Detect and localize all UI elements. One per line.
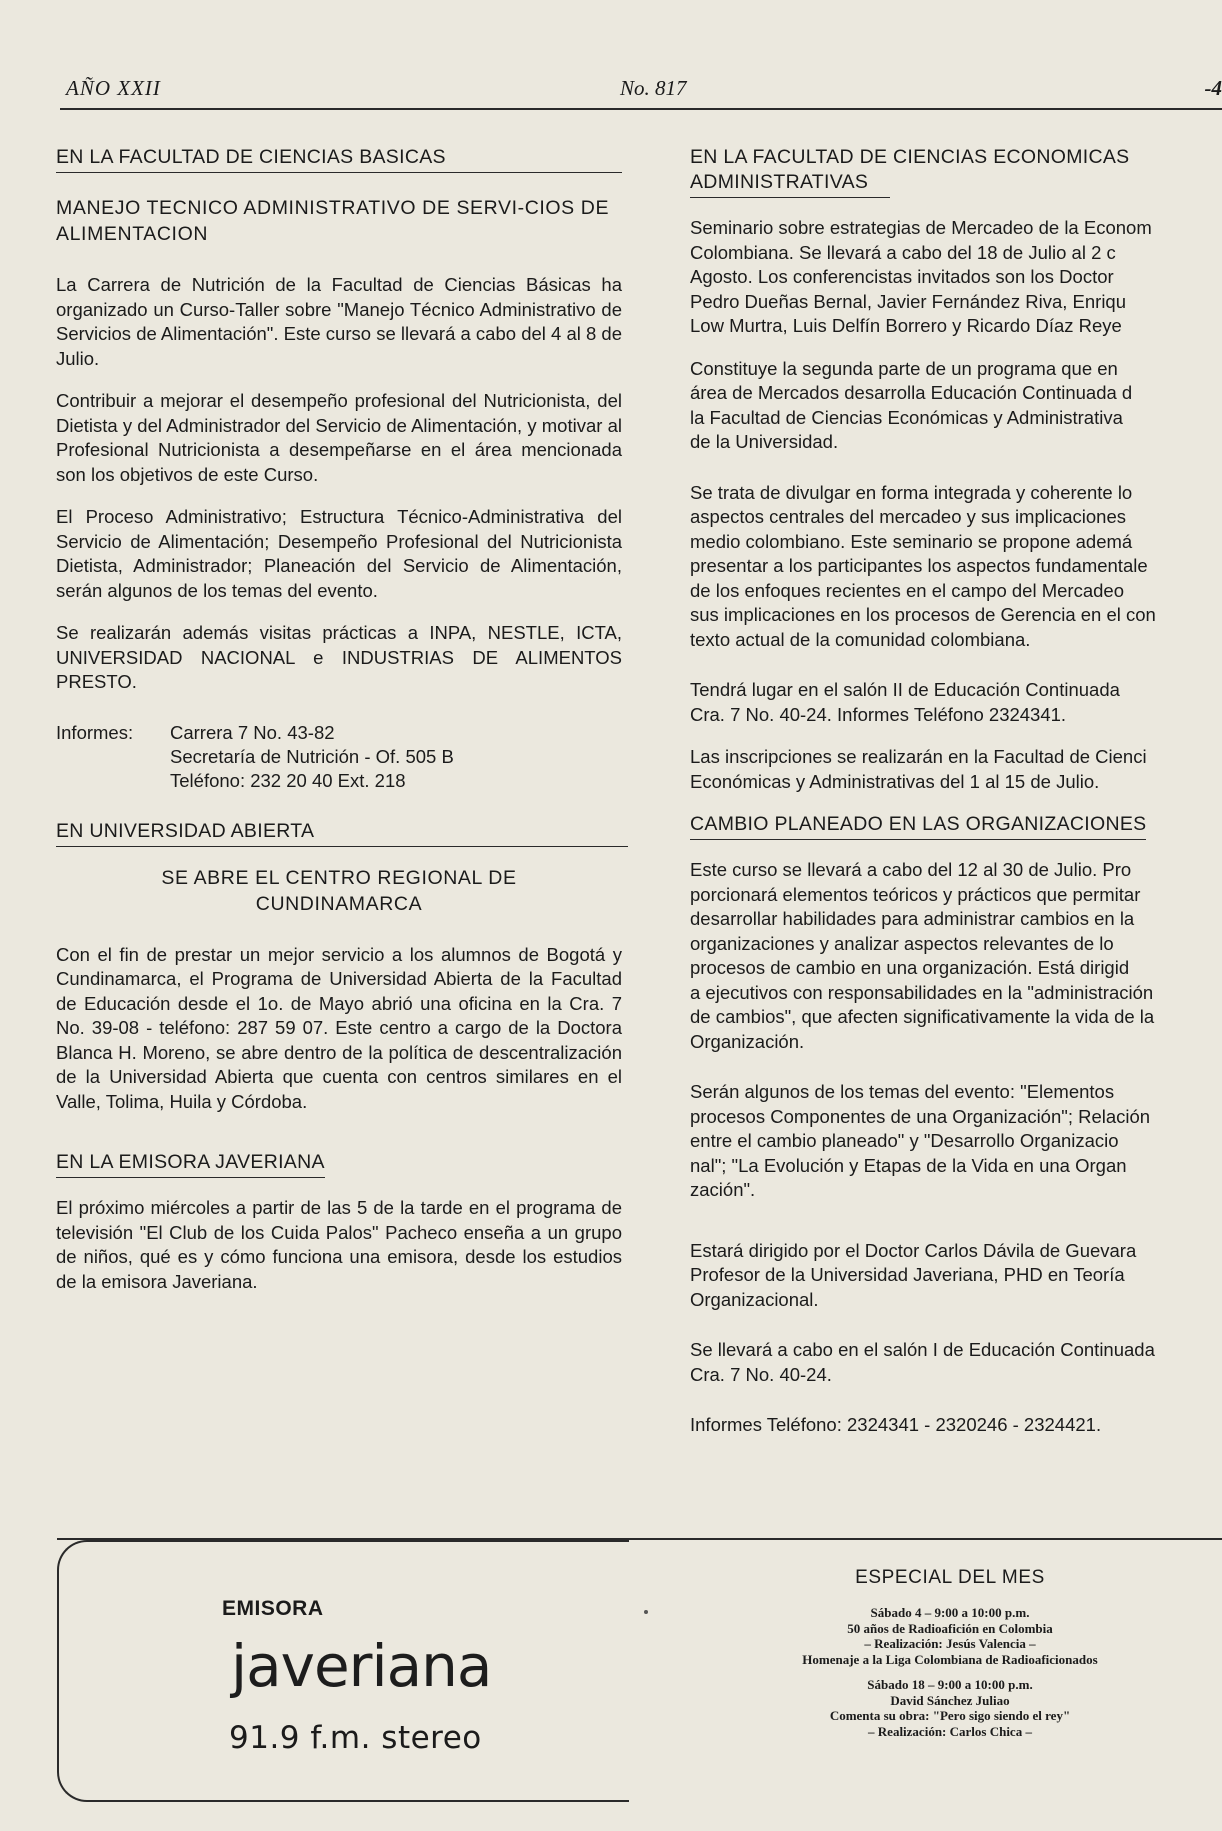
- issue-year: AÑO XXII: [66, 76, 161, 100]
- article-heading-line: SE ABRE EL CENTRO REGIONAL DE: [161, 866, 517, 889]
- line: de cambios", que afecten significativamente la vida de la: [690, 1006, 1155, 1027]
- line: Estará dirigido por el Doctor Carlos Dávila de Guevara: [690, 1239, 1137, 1261]
- line: zación".: [690, 1179, 756, 1200]
- line: Se llevará a cabo en el salón I de Educación Continuada: [690, 1339, 1155, 1360]
- section-ciencias-economicas: [690, 145, 1222, 794]
- program-credit: – Realización: Carlos Chica –: [868, 1723, 1032, 1739]
- section-universidad-abierta: [56, 819, 622, 1115]
- line: Low Murtra, Luis Delfín Borrero y Ricardo Díaz Reye: [690, 315, 1122, 336]
- javeriana-logo: javeriana: [231, 1632, 492, 1700]
- paragraph: Informes Teléfono: 2324341 - 2320246 - 2324421.: [690, 1414, 1102, 1435]
- paragraph: [690, 481, 1222, 653]
- line: Serán algunos de los temas del evento: "Elementos: [690, 1081, 1115, 1102]
- line: Pedro Dueñas Bernal, Javier Fernández Riva, Enriqu: [690, 290, 1127, 312]
- line: nal"; "La Evolución y Etapas de la Vida en una Organ: [690, 1154, 1127, 1176]
- article-heading: [56, 865, 622, 917]
- contact-address: Carrera 7 No. 43-82: [170, 721, 335, 743]
- paragraph: Contribuir a mejorar el desempeño profesional del Nutricionista, del Dietista y del Administrador del Servicio de Alimentación, y motivar al Profesional Nutricionista a desempeñarse en el área mencionada son los objetivos de este Curso.: [56, 390, 622, 485]
- program-credit: – Realización: Jesús Valencia –: [864, 1636, 1036, 1651]
- paragraph: [690, 1239, 1222, 1313]
- section-title-line: EN LA FACULTAD DE CIENCIAS ECONOMICAS: [690, 146, 1130, 168]
- line: Organización.: [690, 1030, 805, 1052]
- paragraph: Se realizarán además visitas prácticas a INPA, NESTLE, ICTA, UNIVERSIDAD NACIONAL e INDUSTRIAS DE ALIMENTOS PRESTO.: [56, 622, 622, 692]
- line: texto actual de la comunidad colombiana.: [690, 628, 1031, 650]
- line: Económicas y Administrativas del 1 al 15 de Julio.: [690, 770, 1100, 792]
- paragraph: [690, 858, 1222, 1054]
- paragraph: El Proceso Administrativo; Estructura Técnico-Administrativa del Servicio de Alimentación; Desempeño Profesional del Nutricionista Dietista, Administrador; Planeación del Servicio de Alimentación, serán algunos de los temas del evento.: [56, 506, 622, 601]
- program-time: Sábado 4 – 9:00 a 10:00 p.m.: [870, 1605, 1030, 1620]
- line: Tendrá lugar en el salón II de Educación Continuada: [690, 679, 1120, 700]
- paragraph: La Carrera de Nutrición de la Facultad de Ciencias Básicas ha organizado un Curso-Taller sobre "Manejo Técnico Administrativo de Servicios de Alimentación". Este curso se llevará a cabo del 4 al 8 de Julio.: [56, 274, 622, 369]
- line: presentar a los participantes los aspectos fundamentale: [690, 555, 1148, 576]
- page-header: [60, 72, 1222, 110]
- paragraph: [690, 1080, 1222, 1203]
- issue-number: No. 817: [620, 76, 687, 100]
- paragraph: [690, 216, 1222, 339]
- line: Colombiana. Se llevará a cabo del 18 de Julio al 2 c: [690, 241, 1116, 263]
- right-column: [690, 145, 1222, 1438]
- left-column: [56, 145, 622, 1294]
- paragraph: [690, 1338, 1222, 1387]
- line: sus implicaciones en los procesos de Gerencia en el con: [690, 604, 1156, 625]
- paragraph: [690, 745, 1222, 794]
- section-emisora: [56, 1150, 622, 1294]
- station-frequency: 91.9 f.m. stereo: [229, 1720, 482, 1756]
- line: a ejecutivos con responsabilidades en la "administración: [690, 981, 1154, 1003]
- program-title: 50 años de Radioafición en Colombia: [847, 1620, 1053, 1636]
- line: procesos de cambio en una organización. Está dirigid: [690, 957, 1130, 978]
- article-heading-line: CUNDINAMARCA: [255, 892, 423, 915]
- line: Cra. 7 No. 40-24.: [690, 1363, 832, 1385]
- special-title: ESPECIAL DEL MES: [855, 1567, 1045, 1588]
- line: de la Universidad.: [690, 431, 839, 452]
- section-title-line: ADMINISTRATIVAS: [690, 171, 869, 193]
- paragraph: [690, 357, 1222, 455]
- line: Agosto. Los conferencistas invitados son los Doctor: [690, 266, 1114, 287]
- section-title: [690, 145, 1222, 195]
- line: la Facultad de Ciencias Económicas y Administrativa: [690, 406, 1123, 428]
- line: Constituye la segunda parte de un programa que en: [690, 357, 1118, 379]
- line: Organizacional.: [690, 1288, 819, 1310]
- special-del-mes: [700, 1567, 1200, 1749]
- program-2: [700, 1677, 1200, 1739]
- line: entre el cambio planeado" y "Desarrollo Organizacio: [690, 1130, 1119, 1151]
- line: porcionará elementos teóricos y prácticos que permitar: [690, 883, 1141, 905]
- contact-label: Informes:: [56, 721, 134, 743]
- line: área de Mercados desarrolla Educación Continuada d: [690, 382, 1133, 403]
- paragraph: El próximo miércoles a partir de las 5 de la tarde en el programa de televisión "El Club de los Cuida Palos" Pacheco enseña a un grupo de niños, qué es y cómo funciona una emisora, desde los estudios de la emisora Javeriana.: [56, 1197, 622, 1292]
- speck: [644, 1610, 648, 1614]
- paragraph: [690, 678, 1222, 727]
- program-note: Homenaje a la Liga Colombiana de Radioaficionados: [802, 1651, 1098, 1667]
- line: desarrollar habilidades para administrar cambios en la: [690, 908, 1135, 929]
- page-number: -4: [1204, 76, 1222, 100]
- ad-label: EMISORA: [222, 1597, 324, 1620]
- line: Este curso se llevará a cabo del 12 al 30 de Julio. Pro: [690, 859, 1132, 880]
- program-note: Comenta su obra: "Pero sigo siendo el rey": [829, 1708, 1071, 1723]
- section-ciencias-basicas: [56, 145, 622, 793]
- program-title: David Sánchez Juliao: [890, 1692, 1010, 1708]
- program-time: Sábado 18 – 9:00 a 10:00 p.m.: [867, 1677, 1033, 1692]
- section-title: EN LA EMISORA JAVERIANA: [56, 1150, 622, 1178]
- article-heading: MANEJO TECNICO ADMINISTRATIVO DE SERVI-CIOS DE ALIMENTACION: [56, 197, 610, 245]
- line: aspectos centrales del mercadeo y sus implicaciones: [690, 506, 1126, 527]
- line: medio colombiano. Este seminario se propone ademá: [690, 530, 1133, 552]
- line: Se trata de divulgar en forma integrada y coherente lo: [690, 481, 1133, 503]
- contact-office: Secretaría de Nutrición - Of. 505 B: [170, 745, 454, 767]
- contact-info: [56, 721, 622, 793]
- line: Profesor de la Universidad Javeriana, PHD en Teoría: [690, 1264, 1125, 1285]
- section-title: EN UNIVERSIDAD ABIERTA: [56, 819, 315, 842]
- title-rule: [56, 846, 628, 847]
- line: Seminario sobre estrategias de Mercadeo de la Econom: [690, 217, 1152, 238]
- title-rule: [56, 172, 622, 173]
- line: de los enfoques recientes en el campo del Mercadeo: [690, 579, 1124, 601]
- line: Cra. 7 No. 40-24. Informes Teléfono 2324341.: [690, 703, 1067, 725]
- line: organizaciones y analizar aspectos relevantes de lo: [690, 932, 1114, 954]
- section-title: CAMBIO PLANEADO EN LAS ORGANIZACIONES: [690, 812, 1222, 840]
- section-title: EN LA FACULTAD DE CIENCIAS BASICAS: [56, 146, 446, 168]
- paragraph: Con el fin de prestar un mejor servicio a los alumnos de Bogotá y Cundinamarca, el Programa de Universidad Abierta de la Facultad de Educación desde el 1o. de Mayo abrió una oficina en la Cra. 7 No. 39-08 - teléfono: 287 59 07. Este centro a cargo de la Doctora Blanca H. Moreno, se abre dentro de la política de descentralización de la Universidad Abierta que cuenta con centros similares en el Valle, Tolima, Huila y Córdoba.: [56, 943, 622, 1112]
- section-cambio-planeado: [690, 812, 1222, 1438]
- line: Las inscripciones se realizarán en la Facultad de Cienci: [690, 746, 1147, 767]
- emisora-ad: [57, 1540, 629, 1802]
- contact-phone: Teléfono: 232 20 40 Ext. 218: [170, 769, 406, 791]
- program-1: [700, 1605, 1200, 1667]
- line: procesos Componentes de una Organización"; Relación: [690, 1105, 1151, 1127]
